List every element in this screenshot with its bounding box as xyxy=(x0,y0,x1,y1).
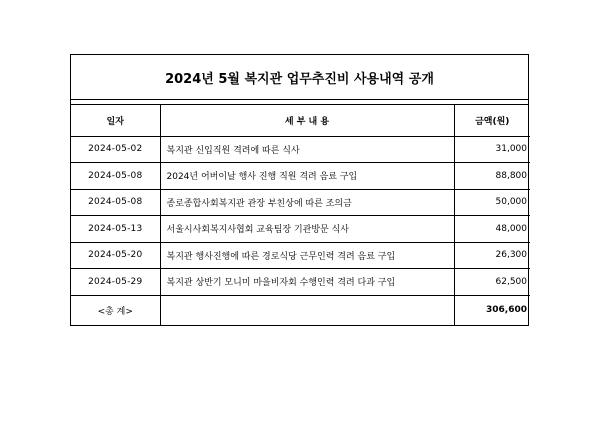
total-amount: 306,600 xyxy=(454,295,530,325)
row-description: 복지관 신입직원 격려에 따른 식사 xyxy=(160,136,454,163)
row-amount: 88,800 xyxy=(454,163,530,190)
row-date: 2024-05-08 xyxy=(71,163,160,190)
expense-report xyxy=(70,54,529,326)
row-description: 복지관 행사진행에 따른 경로식당 근무인력 격려 음료 구입 xyxy=(160,242,454,269)
row-description: 복지관 상반기 모니미 마을비자회 수행인력 격려 다과 구입 xyxy=(160,269,454,296)
column-header-amount: 금액(원) xyxy=(454,105,530,136)
table-row xyxy=(71,216,530,243)
row-amount: 50,000 xyxy=(454,189,530,216)
expense-table xyxy=(71,105,530,325)
row-amount: 26,300 xyxy=(454,242,530,269)
total-description xyxy=(160,295,454,325)
row-description: 종로종합사회복지관 관장 부친상에 따른 조의금 xyxy=(160,189,454,216)
total-row xyxy=(71,295,530,325)
column-header-description: 세 부 내 용 xyxy=(160,105,454,136)
row-amount: 31,000 xyxy=(454,136,530,163)
table-row xyxy=(71,269,530,296)
column-header-date: 일자 xyxy=(71,105,160,136)
row-date: 2024-05-20 xyxy=(71,242,160,269)
row-date: 2024-05-13 xyxy=(71,216,160,243)
table-row xyxy=(71,189,530,216)
row-date: 2024-05-02 xyxy=(71,136,160,163)
row-description: 2024년 어버이날 행사 진행 직원 격려 음료 구입 xyxy=(160,163,454,190)
total-label: <총 계> xyxy=(71,295,160,325)
row-date: 2024-05-08 xyxy=(71,189,160,216)
table-row xyxy=(71,136,530,163)
row-amount: 48,000 xyxy=(454,216,530,243)
table-header-row xyxy=(71,105,530,136)
row-amount: 62,500 xyxy=(454,269,530,296)
report-title: 2024년 5월 복지관 업무추진비 사용내역 공개 xyxy=(71,55,528,100)
row-date: 2024-05-29 xyxy=(71,269,160,296)
table-row xyxy=(71,242,530,269)
table-row xyxy=(71,163,530,190)
row-description: 서울시사회복지사협회 교육팀장 기관방문 식사 xyxy=(160,216,454,243)
